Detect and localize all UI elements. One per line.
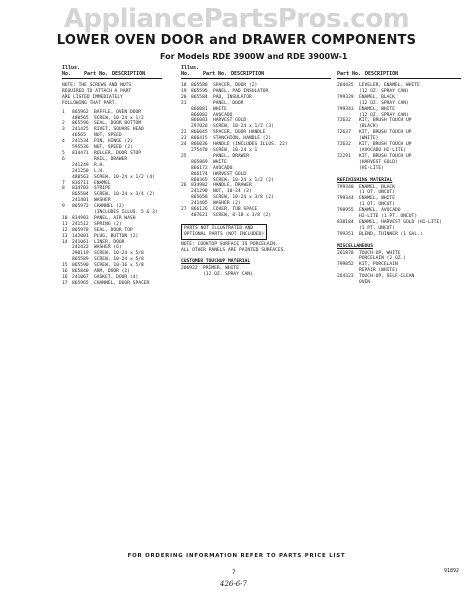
note-line: REQUIRED TO ATTACH A PART (62, 88, 132, 94)
part-number: 866174 (191, 171, 208, 177)
header-description: DESCRIPTION (112, 70, 146, 77)
part-row (337, 280, 461, 286)
part-description: LEVELER, ENAMEL, WHITE (359, 83, 420, 88)
header-description: DESCRIPTION (231, 70, 265, 77)
header-part: Part No. (84, 70, 109, 77)
part-description: STANCHION, HANDLE (2) (213, 136, 272, 142)
part-description: SPRING (2) (94, 221, 122, 227)
part-row (181, 213, 331, 219)
part-description: (12 OZ. SPRAY CAN) (359, 100, 409, 106)
note-line: OPTIONAL PARTS (NOT INCLUDED) (184, 231, 265, 237)
part-number: 836711 (72, 180, 89, 186)
part-row (337, 166, 461, 172)
part-number: 799852 (337, 262, 354, 268)
part-description: TOUCH-UP, WHITE (359, 250, 401, 256)
illus-number: 14 (62, 239, 68, 245)
part-number: 206922 (181, 266, 198, 272)
parts-list (337, 185, 461, 238)
part-number: 264425 (337, 83, 354, 88)
part-description: SCREW, 10-24 x 3/4 (2) (94, 192, 155, 198)
part-description: (12 OZ. SPRAY CAN) (203, 272, 253, 278)
part-description: NUT, SPEED (94, 133, 122, 139)
part-number: 866126 (191, 207, 208, 213)
part-description: HARVEST GOLD (213, 118, 247, 124)
part-number: 241425 (72, 127, 89, 133)
illus-number: 21 (181, 100, 187, 106)
section-heading: REFINISHING MATERIAL (337, 177, 393, 183)
part-description: SCREW, 10-24 x 1/2 (4) (94, 174, 155, 180)
part-number: 241405 (191, 201, 208, 207)
part-description: KIT, BRUSH TOUCH UP (359, 130, 412, 136)
part-description: (1 PT. UNCUT) (359, 225, 395, 231)
part-description: SCREW, 10-24 x 5/8 (94, 257, 144, 263)
illus-number: 15 (62, 263, 68, 269)
part-description: KIT, BRUSH TOUCH UP (359, 118, 412, 124)
part-number: 834703 (72, 186, 89, 192)
part-number: 264323 (337, 274, 354, 280)
illus-number: 2 (62, 121, 65, 127)
header-illus: Illus. No. (62, 65, 81, 77)
part-number: 865869 (191, 159, 208, 165)
part-number: 72291 (337, 153, 351, 159)
part-number: 865584 (72, 192, 89, 198)
illus-number: 17 (62, 280, 68, 286)
part-number: 866083 (191, 118, 208, 124)
part-description: CHANNEL (2) (94, 204, 125, 210)
part-description: SCREW, 10-24 x 3/8 (2) (213, 195, 274, 201)
part-number: 865588 (191, 83, 208, 88)
parts-list (181, 266, 331, 278)
part-number: 866415 (191, 136, 208, 142)
page-number: 7 (232, 569, 236, 576)
illus-number: 3 (62, 127, 65, 133)
part-description: KIT, PORCELAIN (359, 262, 398, 268)
illus-number: 24 (181, 142, 187, 148)
part-description: SPACER, DOOR (2) (213, 83, 258, 88)
part-description: ENAMEL, WHITE (359, 196, 395, 202)
note-line: ARE LISTED IMMEDIATELY (62, 94, 123, 100)
part-row (337, 232, 461, 238)
part-number (337, 166, 359, 172)
part-description: WHITE (213, 159, 227, 165)
parts-list (337, 251, 461, 286)
part-number: 595536 (72, 145, 89, 151)
part-description: PANEL, DOOR (213, 100, 244, 106)
part-number: 865595 (191, 88, 208, 94)
part-description: RIVET, SQUARE HEAD (94, 127, 144, 133)
header-part: Part No. (337, 70, 362, 77)
part-description: (12 OZ. SPRAY CAN) (359, 112, 409, 118)
part-row (62, 281, 162, 287)
part-description: (AVOCADO HI-LITE) (359, 147, 407, 153)
illus-number: 19 (181, 88, 187, 94)
part-description: SCREW, 10-24 x 1/2 (3) (213, 124, 274, 130)
page-title: LOWER OVEN DOOR and DRAWER COMPONENTS (56, 33, 417, 48)
part-description: (HI-LITE) (359, 165, 384, 171)
not-illustrated-note (181, 224, 267, 240)
part-description: ENAMEL, BLACK (359, 94, 395, 100)
part-number: 798955 (337, 208, 354, 214)
part-description: OVEN (359, 280, 371, 286)
part-description: ENAMEL, WHITE (359, 106, 395, 112)
part-number: 865584 (191, 94, 208, 100)
part-number: 241290 (191, 189, 208, 195)
part-description: GASKET, DOOR (4) (94, 275, 139, 280)
part-description: ENAMEL (94, 180, 111, 186)
part-description: PANEL, DRAWER (213, 153, 249, 159)
part-description: KIT, BRUSH TOUCH UP (359, 153, 412, 159)
column-1 (62, 62, 162, 287)
illus-number: 18 (181, 83, 187, 88)
part-description: SCREW, 10-24 x 1/2 (2) (213, 177, 274, 183)
part-description: NUT, SPEED (2) (94, 145, 133, 151)
part-number: 866045 (191, 130, 208, 136)
part-number: 72637 (337, 130, 351, 136)
part-description: SCREW, 10-24 x 1 (213, 147, 258, 153)
part-number: 865589 (72, 257, 89, 263)
part-number: 830184 (337, 219, 354, 225)
part-description: (12 OZ. SPRAY CAN) (359, 88, 409, 94)
part-description: (1 QT. UNCUT) (359, 190, 395, 196)
part-description: PANEL, AIR WASH (94, 215, 136, 221)
part-number: 866036 (191, 142, 208, 148)
part-description: PORCELAIN (2 OZ.) (359, 256, 407, 262)
part-description: HARVEST GOLD (213, 171, 247, 177)
part-description: L.H. (94, 168, 106, 174)
parts-list (181, 83, 331, 219)
part-description: REPAIR (WHITE) (359, 268, 398, 274)
column-3 (337, 62, 461, 286)
part-number: 72632 (337, 142, 351, 148)
part-number: 799343 (337, 106, 354, 112)
illus-number: 8 (62, 186, 65, 192)
part-number: 865596 (72, 121, 89, 127)
part-number (337, 280, 359, 286)
column-header (337, 62, 461, 79)
part-description: PAD, INSULATOR (213, 94, 252, 100)
illus-number: 7 (62, 180, 65, 186)
part-number: 275470 (191, 147, 208, 153)
column-2 (181, 62, 331, 278)
part-number: 866172 (191, 165, 208, 171)
handwritten-note: 426-6-7 (220, 580, 247, 588)
parts-list (337, 83, 461, 172)
part-description: (HARVEST GOLD) (359, 159, 398, 165)
part-number: 865590 (72, 263, 89, 269)
part-row (181, 272, 331, 278)
part-number: 46565 (72, 133, 86, 139)
illus-number: 6 (62, 156, 65, 162)
part-number: 407621 (191, 212, 208, 218)
part-description: ROLLER, DOOR STOP (94, 150, 142, 156)
illus-number: 12 (62, 227, 68, 233)
illus-number: 13 (62, 233, 68, 239)
part-description: SCREW, 8-18 x 3/8 (2) (213, 212, 272, 218)
illus-number (181, 213, 191, 219)
part-number: 799351 (337, 231, 354, 237)
part-description: HI-LITE (1 PT. UNCUT) (359, 214, 418, 220)
illus-number: 10 (62, 215, 68, 221)
header-description: DESCRIPTION (365, 70, 399, 77)
illus-number: 16 (62, 269, 68, 275)
part-description: KIT, BRUSH TOUCH UP (359, 142, 412, 148)
part-number: 799329 (337, 94, 354, 100)
part-description: PANEL, PAD INSULATOR (213, 88, 269, 94)
part-description: SCREW, 10-24 x 1/2 (94, 115, 144, 121)
part-description: RAIL, DRAWER (94, 156, 128, 162)
header-illus: Illus. No. (181, 65, 200, 77)
part-description: ARM, DOOR (2) (94, 269, 130, 275)
part-number: 241534 (72, 139, 89, 145)
part-description: WHITE (213, 106, 227, 112)
part-description: (BLACK) (359, 124, 379, 130)
part-number: 480563 (72, 174, 89, 180)
page-subtitle: For Models RDE 3900W and RDE 3900W-1 (160, 52, 348, 61)
part-description: SEAL, DOOR BOTTOM (94, 121, 142, 127)
part-number: 834982 (191, 183, 208, 189)
illus-number: 5 (62, 150, 65, 156)
part-number: 799340 (337, 184, 354, 190)
part-description: STRIPE (94, 186, 111, 192)
illus-number: 16 (62, 275, 68, 280)
part-number: 865978 (72, 227, 89, 233)
part-description: ENAMEL, HARVEST GOLD (HI-LITE) (359, 219, 442, 225)
part-number: 241067 (72, 275, 89, 280)
part-number: 142001 (72, 233, 89, 239)
illus-number: 20 (181, 94, 187, 100)
part-number: 241249 (72, 162, 89, 168)
note-line: NOTE: THE SCREWS AND NUTS (62, 83, 132, 88)
part-number: 261878 (337, 250, 354, 256)
part-number: 241422 (72, 245, 89, 251)
part-number: 834471 (72, 150, 89, 156)
part-number: 866082 (191, 112, 208, 118)
part-number: 241512 (72, 221, 89, 227)
part-description: SPACER, DOOR HANDLE (213, 130, 266, 136)
part-description: ENAMEL, BLACK (359, 184, 395, 190)
part-description: HANDLE, DRAWER (213, 183, 252, 189)
column-header (62, 62, 162, 79)
note-line: ALL OTHER PANELS ARE PAINTED SURFACES. (181, 247, 287, 253)
part-number: 860365 (191, 177, 208, 183)
watermark: AppliancePartsPros.com (63, 4, 410, 34)
part-number: 834903 (72, 215, 89, 221)
part-description: R.H. (94, 162, 106, 168)
part-description: SCREW, 10-24 x 5/8 (94, 251, 144, 257)
part-description: WASHER (6) (94, 245, 122, 251)
part-description: (INCLUDES ILLUS. 5 & 3) (94, 210, 158, 216)
note-line: NOTE: COOKTOP SURFACE IS PORCELAIN. (181, 241, 278, 247)
part-description: PIN, HINGE (2) (94, 139, 133, 145)
part-description: AVOCADO (213, 112, 233, 118)
part-number: 241061 (72, 239, 89, 245)
part-description: SCREW, 10-16 x 5/8 (94, 263, 144, 269)
part-number: 241250 (72, 168, 89, 174)
column-header (181, 62, 331, 79)
part-description: BAFFLE, OVEN DOOR (94, 109, 142, 115)
illus-number: 25 (181, 153, 187, 159)
part-description: WASHER (94, 198, 111, 204)
section-heading: MISCELLANEOUS (337, 243, 373, 249)
part-description: ENAMEL, AVOCADO (359, 208, 401, 214)
part-number: 480565 (72, 115, 89, 121)
part-description: SEAL, DOOR TOP (94, 227, 133, 233)
illus-number: 26 (181, 183, 187, 189)
part-description: NUT, 10-24 (2) (213, 189, 252, 195)
doc-code: 91892 (444, 568, 460, 574)
part-number: 297026 (191, 124, 208, 130)
part-description: LINER, DOOR (94, 239, 125, 245)
illus-number: 23 (181, 136, 187, 142)
part-number: 290119 (72, 251, 89, 257)
illus-number: 4 (62, 139, 65, 145)
part-description: CHANNEL, DOOR SPACER (94, 280, 150, 286)
note-line: FOLLOWING THAT PART. (62, 100, 118, 106)
parts-list (62, 110, 162, 287)
illus-number: 1 (62, 109, 65, 115)
part-description: COVER, TUB SPACE (213, 207, 258, 213)
header-part: Part No. (203, 70, 228, 77)
part-number (181, 272, 203, 278)
illus-number: 11 (62, 221, 68, 227)
part-description: PLUG, BUTTON (2) (94, 233, 139, 239)
part-description: PRIMER, WHITE (203, 266, 239, 272)
ordering-footer: FOR ORDERING INFORMATION REFER TO PARTS PRICE LIST (127, 553, 346, 559)
part-description: BLEND, THINNER (1 GAL.) (359, 231, 423, 237)
part-description: HANDLE (INCLUDES ILLUS. 22) (213, 142, 288, 148)
part-description: AVOCADO (213, 165, 233, 171)
part-description: (1 QT. UNCUT) (359, 202, 395, 208)
part-description: WASHER (2) (213, 201, 241, 207)
note-block (62, 83, 162, 107)
part-number: 865840 (72, 269, 89, 275)
part-number: 865658 (191, 195, 208, 201)
part-number: 866081 (191, 106, 208, 112)
part-number: 865962 (72, 109, 89, 115)
illus-number: 27 (181, 207, 187, 213)
part-number: 799344 (337, 196, 354, 202)
part-number: 241401 (72, 198, 89, 204)
illus-number: 9 (62, 204, 65, 210)
part-description: TOUCH-UP, SELF-CLEAN (359, 274, 415, 280)
part-number: 72632 (337, 118, 351, 124)
part-number: 865972 (72, 204, 89, 210)
part-description: (WHITE) (359, 136, 379, 142)
illus-number: 22 (181, 130, 187, 136)
section-heading: CUSTOMER TOUCHUP MATERIAL (181, 259, 251, 265)
note-line: PARTS NOT ILLUSTRATED AND (184, 225, 254, 231)
part-number: 865965 (72, 280, 89, 286)
cooktop-note (181, 242, 331, 254)
